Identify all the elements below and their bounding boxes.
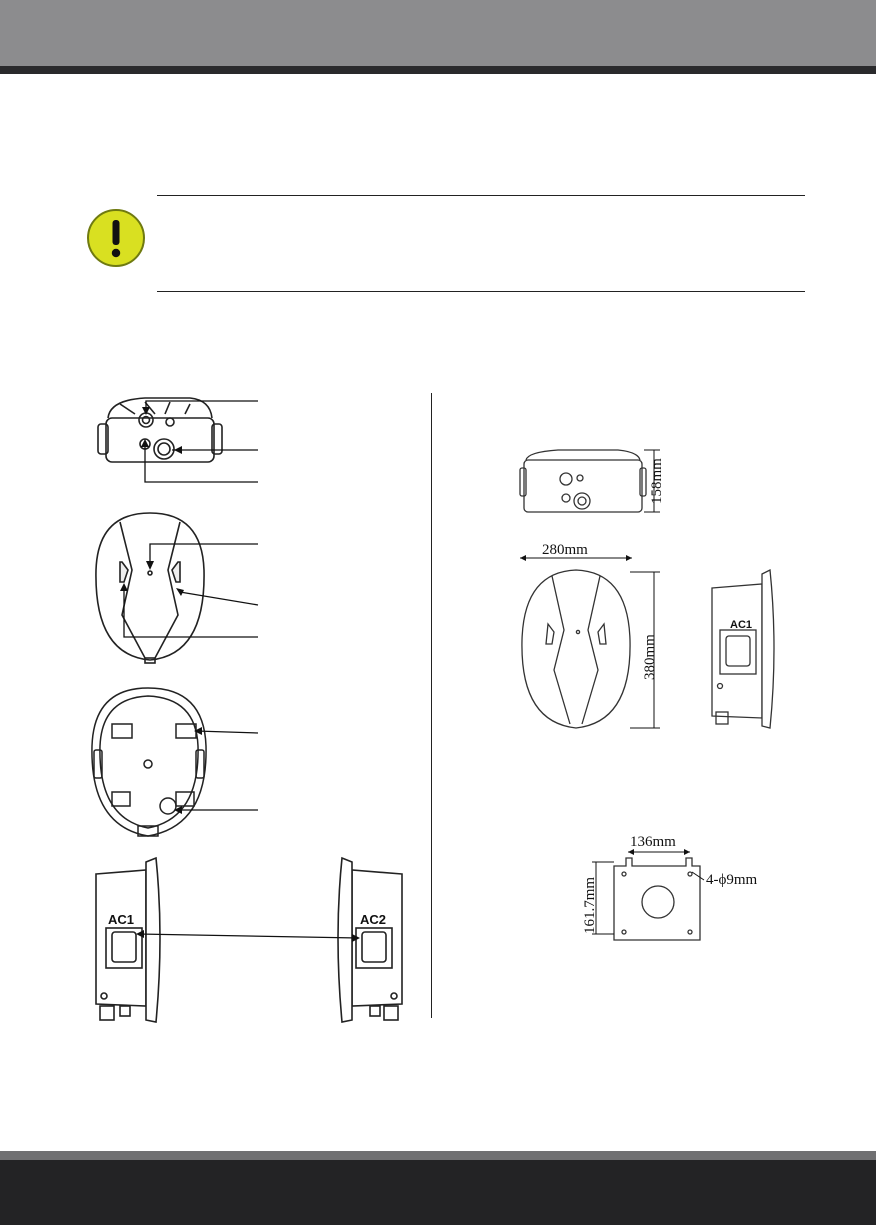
side-views-figure <box>90 856 420 1028</box>
ac1-side-label: AC1 <box>730 619 753 631</box>
ac1-label: AC1 <box>108 912 135 927</box>
exclamation-icon <box>87 209 145 267</box>
rear-view-figure <box>90 686 410 841</box>
warning-top-rule <box>157 195 805 196</box>
page-footer-rule <box>0 1151 876 1160</box>
page-header-bar <box>0 0 876 66</box>
height-dimension: 158mm <box>649 458 665 504</box>
holes-dimension: 4-ϕ9mm <box>706 872 758 888</box>
top-dimension-figure <box>518 446 668 518</box>
page-header-rule <box>0 66 876 74</box>
hole-spacing-dimension: 136mm <box>630 834 676 850</box>
width-dimension: 280mm <box>542 542 588 558</box>
front-view-figure <box>90 510 410 670</box>
side-dimension-figure <box>706 568 782 734</box>
bottom-view-figure <box>90 390 410 490</box>
mounting-plate-figure <box>574 830 784 945</box>
column-divider <box>431 393 432 1018</box>
front-dimension-figure <box>508 540 668 735</box>
ac2-label: AC2 <box>360 912 387 927</box>
warning-bottom-rule <box>157 291 805 292</box>
length-dimension: 380mm <box>642 634 658 680</box>
page-footer-bar <box>0 1160 876 1225</box>
plate-height-dimension: 161.7mm <box>582 876 598 934</box>
